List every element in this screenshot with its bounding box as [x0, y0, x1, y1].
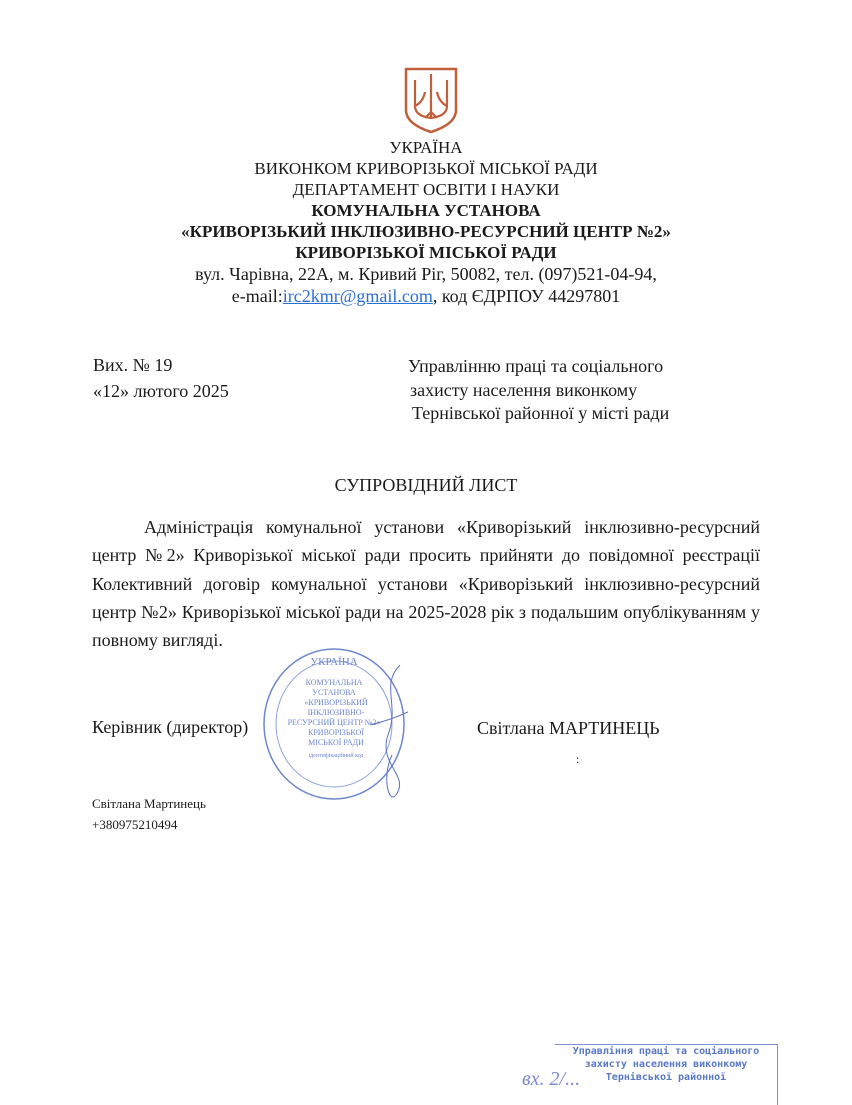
signatory-name: Світлана МАРТИНЕЦЬ [477, 718, 660, 738]
outgoing-date: «12» лютого 2025 [93, 381, 229, 401]
svg-text:КОМУНАЛЬНА: КОМУНАЛЬНА [305, 678, 363, 687]
recipient-line: Тернівської районної у місті ради [412, 403, 670, 423]
dot-mark: : [576, 752, 580, 766]
letterhead [0, 137, 852, 307]
country: УКРАЇНА [389, 138, 463, 157]
contact-name: Світлана Мартинець [92, 796, 206, 811]
svg-text:УСТАНОВА: УСТАНОВА [312, 688, 356, 697]
recipient-line: захисту населення виконкому [410, 379, 638, 400]
svg-text:ІНКЛЮЗИВНО-: ІНКЛЮЗИВНО- [307, 708, 365, 717]
stamp-line: Тернівської районної [605, 1072, 727, 1083]
recipient-line: Управлінню праці та соціального [408, 356, 664, 376]
address: вул. Чарівна, 22А, м. Кривий Ріг, 50082, тел. (097)521-04-94, [195, 264, 657, 284]
edrpou: , код ЄДРПОУ 44297801 [432, 286, 621, 306]
letter-body: Адміністрація комунальної установи «Криворізький інклюзивно-ресурсний центр №2» Криворізької міської ради просить прийняти до повідомної реєстрації Колективний договір комунальної установи «Криворізький інклюзивно-ресурсний центр №2» Криворізької міської ради на 2025-2028 рік з подальшим опублікуванням у повному вигляді. [92, 517, 760, 651]
contact-phone: +380975210494 [92, 817, 178, 832]
outgoing-info [93, 352, 229, 404]
coat-of-arms-icon [403, 66, 459, 134]
stamp-line: захисту населення виконкому [584, 1059, 748, 1070]
svg-text:«КРИВОРІЗЬКИЙ: «КРИВОРІЗЬКИЙ [304, 698, 368, 707]
department: ДЕПАРТАМЕНТ ОСВІТИ І НАУКИ [292, 180, 560, 199]
svg-text:ідентифікаційний код: ідентифікаційний код [308, 753, 364, 759]
executive-committee: ВИКОНКОМ КРИВОРІЗЬКОЇ МІСЬКОЇ РАДИ [254, 159, 598, 178]
svg-text:УКРАЇНА: УКРАЇНА [310, 656, 358, 668]
svg-text:МІСЬКОЇ РАДИ: МІСЬКОЇ РАДИ [308, 738, 364, 747]
email-label: e-mail: [231, 286, 283, 306]
official-seal [260, 645, 408, 803]
email-line [0, 285, 852, 307]
email-link[interactable]: irc2kmr@gmail.com [282, 286, 433, 306]
svg-text:РЕСУРСНИЙ ЦЕНТР №2»: РЕСУРСНИЙ ЦЕНТР №2» [287, 718, 381, 727]
org-line1: КОМУНАЛЬНА УСТАНОВА [311, 201, 541, 220]
outgoing-number: Вих. № 19 [93, 355, 173, 375]
signatory-position: Керівник (директор) [92, 717, 249, 737]
svg-text:КРИВОРІЗЬКОЇ: КРИВОРІЗЬКОЇ [308, 728, 364, 737]
org-line2: «КРИВОРІЗЬКИЙ ІНКЛЮЗИВНО-РЕСУРСНИЙ ЦЕНТР №2» [181, 222, 671, 241]
seal-icon [260, 645, 408, 803]
letter-title: СУПРОВІДНИЙ ЛИСТ [334, 475, 518, 495]
handwritten-registration: вх. 2/... [522, 1068, 581, 1090]
recipient [408, 355, 669, 426]
received-stamp [555, 1044, 778, 1105]
contact [92, 793, 206, 835]
org-line3: КРИВОРІЗЬКОЇ МІСЬКОЇ РАДИ [295, 243, 557, 262]
stamp-line: Управління праці та соціального [572, 1046, 760, 1057]
